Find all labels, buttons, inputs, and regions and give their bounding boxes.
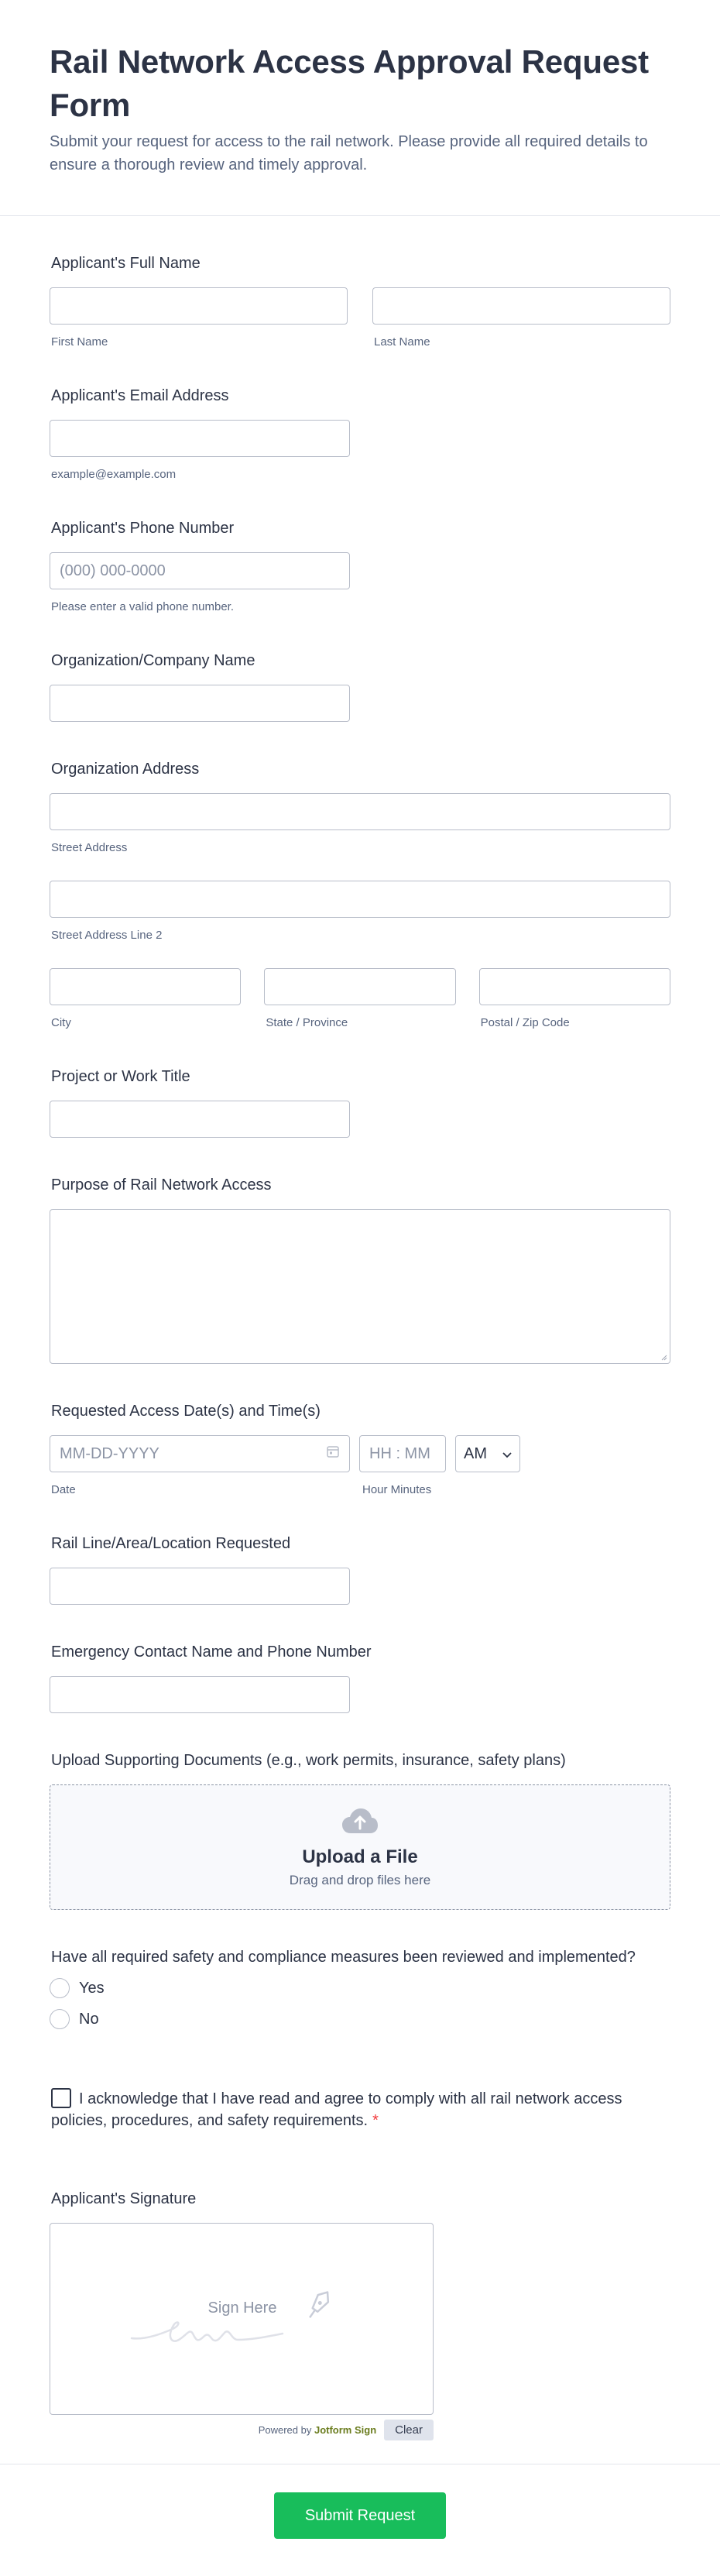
submit-button[interactable]: Submit Request [274,2492,446,2539]
street-address-line2-sublabel: Street Address Line 2 [51,929,163,942]
acknowledge-checkbox[interactable] [51,2088,71,2108]
ampm-select[interactable] [455,1435,520,1472]
city-input[interactable] [50,968,241,1005]
last-name-input[interactable] [372,287,670,325]
date-sublabel: Date [51,1483,76,1496]
address-field [50,722,670,1029]
form-description: Submit your request for access to the rail network. Please provide all required details to ensure a thorough review and timely approval. [50,133,648,173]
state-sublabel: State / Province [266,1016,348,1029]
acknowledge-text: I acknowledge that I have read and agree to comply with all rail network access policies, procedures, and safety requirements. [51,2090,622,2129]
radio-no-label: No [79,2010,99,2028]
datetime-field [50,1364,670,1496]
upload-subtitle: Drag and drop files here [289,1872,431,1887]
project-field [50,1029,670,1138]
signature-field [50,2131,670,2440]
full-name-field [50,216,670,349]
last-name-sublabel: Last Name [374,335,430,349]
street-address-sublabel: Street Address [51,841,128,854]
clear-signature-button[interactable]: Clear [384,2420,434,2440]
form-footer [0,2464,720,2576]
signature-pad[interactable] [50,2223,434,2415]
chevron-down-icon [502,1445,512,1463]
powered-by [259,2424,376,2436]
date-input[interactable] [50,1435,350,1472]
organization-label: Organization/Company Name [51,652,255,669]
radio-yes-label: Yes [79,1979,105,1997]
required-asterisk: * [372,2112,379,2129]
upload-label: Upload Supporting Documents (e.g., work permits, insurance, safety plans) [51,1752,566,1769]
location-field [50,1496,670,1605]
first-name-sublabel: First Name [51,335,108,349]
city-sublabel: City [51,1016,71,1029]
zip-input[interactable] [479,968,670,1005]
upload-title: Upload a File [302,1846,418,1867]
state-input[interactable] [264,968,455,1005]
phone-placeholder: (000) 000-0000 [60,562,166,579]
ampm-value: AM [464,1444,487,1462]
phone-label: Applicant's Phone Number [51,520,235,537]
email-sublabel: example@example.com [51,468,177,481]
purpose-textarea[interactable] [50,1209,670,1364]
calendar-icon[interactable] [326,1444,340,1463]
organization-input[interactable] [50,685,350,722]
time-input[interactable] [359,1435,446,1472]
street-address-line2-input[interactable] [50,881,670,918]
purpose-field [50,1138,670,1364]
email-input[interactable] [50,420,350,457]
upload-field [50,1713,670,1910]
first-name-input[interactable] [50,287,348,325]
email-label: Applicant's Email Address [51,387,229,404]
powered-by-prefix: Powered by [258,2424,312,2436]
phone-input[interactable] [50,552,350,589]
safety-field [50,1910,670,2029]
form-title: Rail Network Access Approval Request Form [50,43,649,123]
date-placeholder: MM-DD-YYYY [60,1444,159,1462]
time-placeholder: HH : MM [369,1444,430,1462]
purpose-label: Purpose of Rail Network Access [51,1176,272,1194]
signature-scribble-icon [50,2224,434,2416]
phone-sublabel: Please enter a valid phone number. [51,600,234,613]
street-address-input[interactable] [50,793,670,830]
location-input[interactable] [50,1568,350,1605]
signature-placeholder: Sign Here [207,2300,277,2317]
resize-handle-icon[interactable] [660,1353,667,1361]
time-sublabel: Hour Minutes [362,1483,432,1496]
emergency-input[interactable] [50,1676,350,1713]
cloud-upload-icon [341,1807,379,1839]
signature-label: Applicant's Signature [51,2190,197,2207]
emergency-field [50,1605,670,1713]
datetime-label: Requested Access Date(s) and Time(s) [51,1403,321,1420]
project-input[interactable] [50,1101,350,1138]
radio-option-no[interactable] [50,2009,670,2029]
signature-footer [50,2420,434,2440]
email-field [50,349,670,481]
project-label: Project or Work Title [51,1068,190,1085]
jotform-sign-brand[interactable]: Jotform Sign [314,2424,377,2436]
organization-field [50,613,670,722]
acknowledge-field [50,2040,670,2131]
phone-field [50,481,670,613]
full-name-label: Applicant's Full Name [51,255,201,272]
radio-no[interactable] [50,2009,70,2029]
upload-dropzone[interactable] [50,1784,670,1910]
form-header [0,0,720,216]
radio-option-yes[interactable] [50,1978,670,1998]
zip-sublabel: Postal / Zip Code [480,1016,570,1029]
radio-yes[interactable] [50,1978,70,1998]
safety-label: Have all required safety and compliance measures been reviewed and implemented? [51,1949,636,1966]
emergency-label: Emergency Contact Name and Phone Number [51,1643,372,1661]
form-body [0,216,720,2440]
acknowledge-label[interactable] [50,2088,670,2131]
address-label: Organization Address [51,761,200,778]
location-label: Rail Line/Area/Location Requested [51,1535,291,1552]
